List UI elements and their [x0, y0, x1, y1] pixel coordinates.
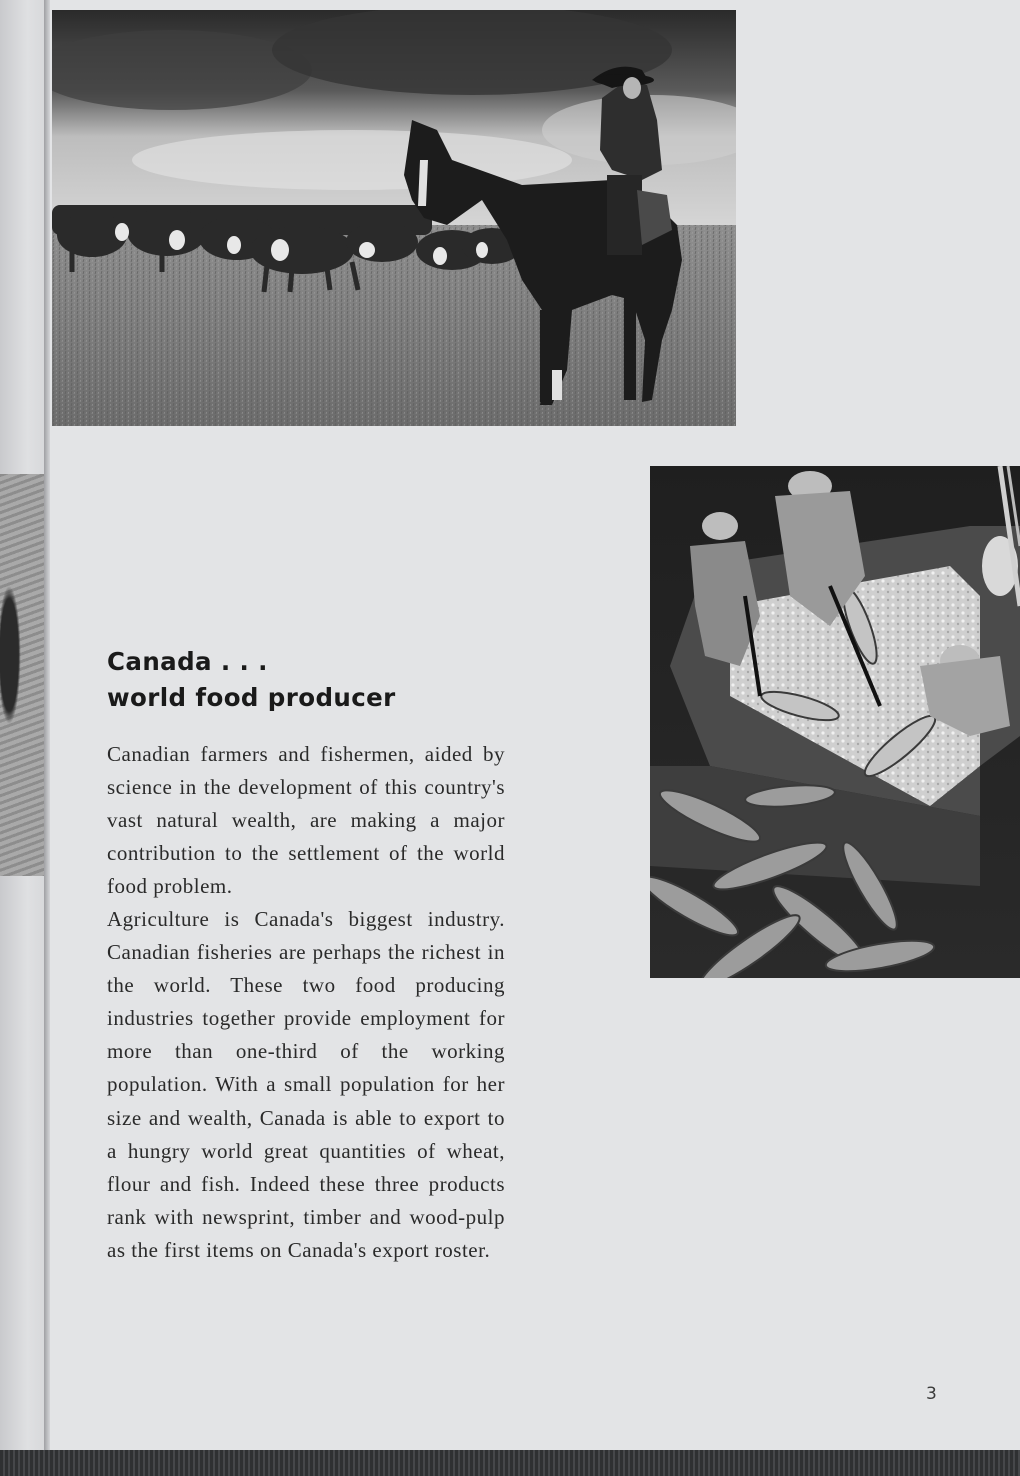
fishing-photo-illustration: [650, 466, 1020, 978]
page: [50, 0, 1020, 1450]
article-heading: [107, 644, 396, 716]
heading-line-1: Canada . . .: [107, 647, 268, 676]
fishing-photo: [650, 466, 1020, 978]
previous-page-photo-fragment: [0, 474, 46, 876]
heading-line-2: world food producer: [107, 683, 396, 712]
ranch-photo-illustration: [52, 10, 736, 426]
paragraph-2: Agriculture is Canada's biggest industry. Canadian fisheries are perhaps the richest in the world. These two food producing industries together provide employment for more than one-third of the working population. With a small population for her size and wealth, Canada is able to export to a hungry world great quantities of wheat, flour and fish. Indeed these three products rank with newsprint, timber and wood-pulp as the first items on Canada's export roster.: [107, 907, 505, 1262]
scan-bottom-edge: [0, 1450, 1020, 1476]
paragraph-1: Canadian farmers and fishermen, aided by science in the development of this country's vast natural wealth, are making a major contribution to the settlement of the world food problem.: [107, 742, 505, 899]
article-body: [107, 738, 505, 1267]
ranch-photo: [52, 10, 736, 426]
previous-page-edge: [0, 0, 46, 1450]
page-number: 3: [926, 1384, 937, 1404]
